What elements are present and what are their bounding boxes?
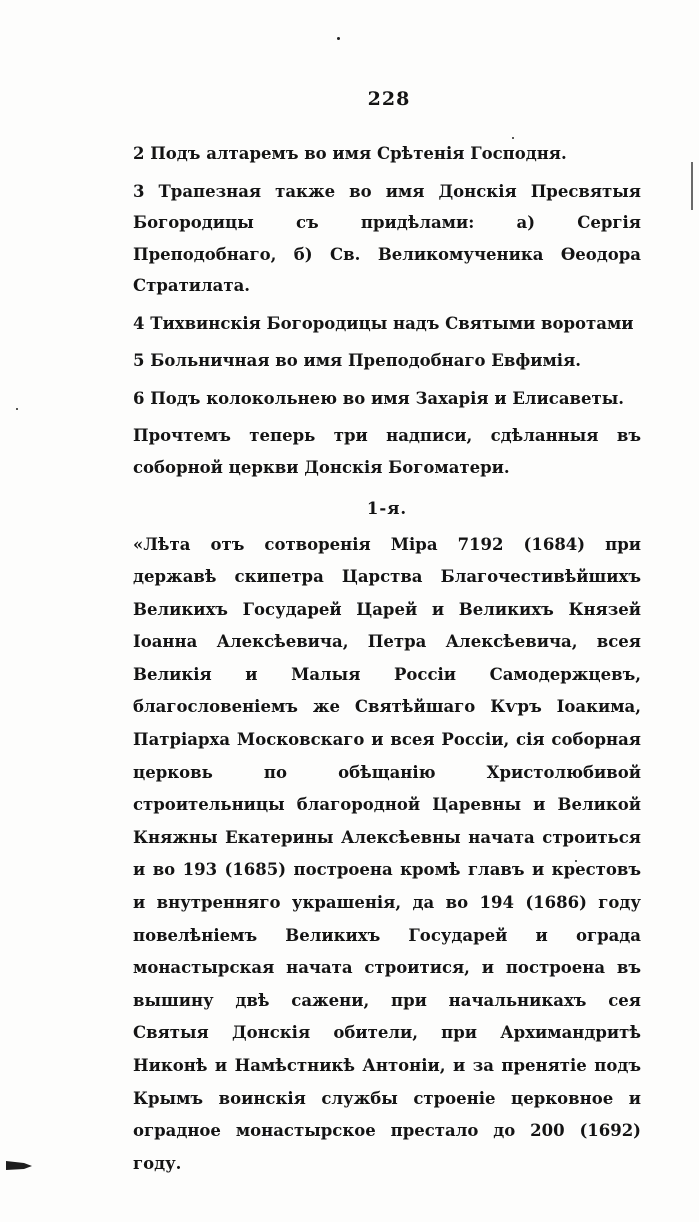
page-edge-shadow [691,162,693,210]
inscription-text: «Лѣта отъ сотворенія Міра 7192 (1684) при державѣ скипетра Царства Благочестивѣйшихъ Великихъ Государей Царей и Великихъ Князей Іоанна Алексѣевича, Петра Алексѣевича, всея Великія и Малыя Россіи Самодержцевъ, благословеніемъ же Святѣйшаго Кѵръ Іоакима, Патріарха Московскаго и всея Россіи, сія соборная церковь по обѣщанію Христолюбивой строительницы благородной Царевны и Великой Княжны Екатерины Алексѣевны начата строиться и во 193 (1685) построена кромѣ главъ и крестовъ и внутренняго украшенія, да во 194 (1686) году повелѣніемъ Великихъ Государей и ограда монастырская начата строитися, и построена въ вышину двѣ сажени, при начальникахъ сея Святыя Донскія обители, при Архимандритѣ Никонѣ и Намѣстникѣ Антоніи, и за пренятіе подъ Крымъ воинскія службы строеніе церковное и оградное монастырское престало до 200 (1692) году. [133,534,641,1173]
list-item: 6 Подъ колокольнею во имя Захарія и Елисаветы. [133,388,624,408]
list-item: 2 Подъ алтаремъ во имя Срѣтенія Господня. [133,144,567,163]
list-item: 3 Трапезная также во имя Донскія Пресвятыя Богородицы съ придѣлами: а) Сергія Преподобнаго, б) Св. Великомученика Ѳеодора Стратилата. [133,181,641,295]
margin-mark-icon [6,1159,32,1171]
ink-speck [16,408,18,410]
inscription-heading: 1-я. [366,499,408,518]
page-number: 228 [367,88,411,110]
ink-speck [337,37,340,40]
body-text [133,138,641,1180]
list-item: 5 Больничная во имя Преподобнаго Евфимія. [133,351,582,370]
list-item: 4 Тихвинскія Богородицы надъ Святыми воротами [133,313,634,333]
intro-paragraph: Прочтемъ теперь три надписи, сдѣланныя въ соборной церкви Донскія Богоматери. [133,426,641,477]
